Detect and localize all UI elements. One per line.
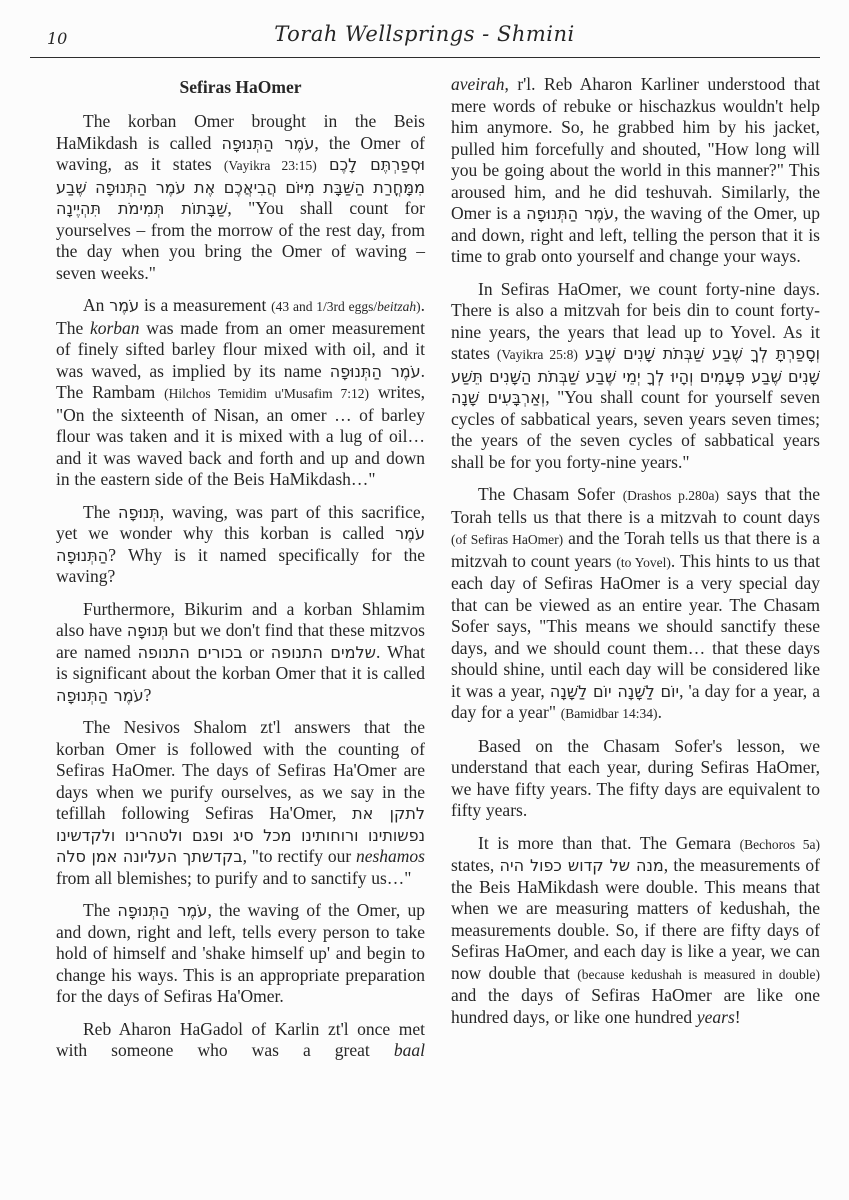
citation: ) — [416, 299, 421, 314]
paragraph — [451, 74, 820, 268]
text-run: . The — [56, 295, 425, 338]
paragraph — [56, 502, 425, 588]
hebrew-text: עֹמֶר — [109, 296, 140, 315]
hebrew-text: עֹמֶר הַתְּנוּפָה — [526, 204, 615, 223]
text-run: is a measurement — [139, 295, 272, 315]
text-run: says that the Torah tells us that there is a mitzvah to count days — [451, 484, 820, 527]
hebrew-text: לתקן את נפשותינו ורוחותינו מכל סיג ופגם ולטהרינו ולקדשינו בקדשתך העליונה אמן סלה — [56, 804, 425, 866]
hebrew-text: עֹמֶר הַתְּנוּפָה — [329, 361, 421, 381]
text-run: The Nesivos Shalom zt'l answers that the korban Omer is followed with the counting of Sefiras HaOmer. The days of Sefiras Ha'Omer are days when we purify ourselves, as we say in the tefillah following Sefiras Ha'Omer, — [56, 717, 425, 823]
right-column — [451, 74, 820, 1062]
page-number: 10 — [47, 29, 68, 48]
text-run: The Chasam Sofer — [478, 484, 623, 504]
text-run: It is more than that. The Gemara — [478, 832, 740, 853]
citation: (because kedushah is measured in double) — [577, 966, 820, 982]
header-title: Torah Wellsprings - Shmini — [274, 22, 575, 46]
text-run — [317, 154, 329, 174]
citation: (Hilchos Temidim u'Musafim 7:12) — [164, 386, 369, 401]
paragraph — [56, 599, 425, 707]
italic-term: aveirah — [451, 74, 505, 94]
citation: (43 and 1/3rd eggs/ — [271, 299, 378, 314]
page-header — [0, 22, 849, 46]
text-run: , 'a day for a year, a day for a year" — [451, 680, 820, 722]
text-run: or — [242, 641, 271, 662]
text-run: ? — [143, 684, 152, 705]
right-paragraphs — [451, 74, 820, 1028]
text-run: Based on the Chasam Sofer's lesson, we understand that each year, during Sefiras HaOmer, we have fifty years. The fifty days are equivalent to fifty years. — [451, 735, 820, 820]
text-run: from all blemishes; to purify and to sanctify us…" — [56, 867, 412, 888]
article-body — [56, 74, 820, 1062]
paragraph — [451, 736, 820, 822]
paragraph — [56, 900, 425, 1008]
text-run: Furthermore, Bikurim and a korban Shlamim also have — [56, 598, 425, 640]
hebrew-text: עֹמֶר הַתְּנוּפָה — [117, 901, 208, 920]
text-run: , "You shall count for yourself seven cycles of sabbatical years, seven years seven times; the years of the seven cycles of sabbatical years shall be for you forty-nine years." — [451, 387, 820, 472]
hebrew-text: וְסָפַרְתָּ לְךָ שֶׁבַע שַׁבְּתֹת שָׁנִים שֶׁבַע שָׁנִים שֶׁבַע פְּעָמִים וְהָיוּ לְךָ יְמֵי שֶׁבַע שַׁבְּתֹת הַשָּׁנִים תֵּשַׁע וְאַרְבָּעִים שָׁנָה — [451, 344, 821, 407]
paragraph — [56, 295, 425, 491]
text-run — [578, 343, 585, 363]
citation: (Bamidbar 14:34) — [560, 706, 658, 721]
citation: (Vayikra 23:15) — [223, 158, 317, 173]
hebrew-text: תְּנוּפָה — [126, 621, 169, 640]
hebrew-text: בכורים התנופה — [137, 642, 243, 662]
citation: (of Sefiras HaOmer) — [451, 532, 564, 547]
hebrew-text: עֹמֶר הַתְּנוּפָה — [221, 133, 315, 153]
italic-term: korban — [89, 317, 140, 338]
hebrew-text: עֹמֶר הַתְּנוּפָה — [56, 685, 144, 705]
text-run: , the waving of the Omer, up and down, right and left, tells every person to take hold of himself and 'shake himself up' and begin to change his ways. This is an appropriate preparation for the days of Sefiras Ha'Omer. — [56, 900, 425, 1006]
text-run: . This hints to us that each day of Sefiras HaOmer is a very special day that can be viewed as an entire year. The Chasam Sofer says, "This means we should sanctify these days, and we should count them… that these days should shine, until each day will be considered like it was a year, — [451, 550, 820, 701]
text-run: , the measurements of the Beis HaMikdash were double. This means that when we are measuring matters of kedushah, the measurements double. So, if there are fifty days of Sefiras HaOmer, and each day is like a year, we can now double that — [451, 855, 820, 983]
text-run: ? Why is it named specifically for the waving? — [56, 544, 425, 586]
left-column — [56, 74, 425, 1062]
text-run: The — [83, 501, 119, 522]
text-run: The korban Omer brought in the Beis HaMikdash is called — [56, 111, 425, 153]
text-run: Reb Aharon HaGadol of Karlin zt'l once met with someone who was a great — [56, 1018, 425, 1060]
text-run: writes, "On the sixteenth of Nisan, an omer … of barley flour was taken and it is mixed with a lug of oil… and it was waved back and forth and up and down in the eastern side of the Beis HaMikdash…" — [56, 382, 425, 489]
text-run: , the waving of the Omer, up and down, right and left, telling the person that it is time to grab onto yourself and change your ways. — [451, 203, 820, 266]
hebrew-text: יוֹם לַשָּׁנָה יוֹם לַשָּׁנָה — [549, 681, 680, 701]
text-run: and the days of Sefiras HaOmer are like one hundred days, or like one hundred — [451, 985, 820, 1027]
text-run: and the Torah tells us that there is a mitzvah to count years — [451, 528, 820, 571]
text-run: was made from an omer measurement of finely sifted barley flour mixed with oil, and it was waved, as implied by its name — [56, 317, 425, 381]
text-run: but we don't find that these mitzvos are named — [56, 620, 425, 662]
text-run: The — [83, 900, 118, 920]
citation: (Drashos p.280a) — [622, 488, 720, 503]
text-run: In Sefiras HaOmer, we count forty-nine days. There is also a mitzvah for beis din to count forty-nine years, the years that lead up to Yovel. As it states — [451, 278, 820, 363]
text-run: . — [657, 702, 662, 722]
paragraph — [56, 111, 425, 284]
paragraph — [451, 484, 820, 725]
citation: (to Yovel) — [616, 554, 671, 570]
citation-italic: beitzah — [377, 299, 417, 314]
paragraph — [451, 833, 820, 1029]
section-heading: Sefiras HaOmer — [179, 77, 302, 97]
text-run: , "to rectify our — [242, 846, 356, 866]
paragraph — [56, 717, 425, 889]
hebrew-text: מנה של קדוש כפול היה — [499, 856, 664, 875]
italic-term: baal — [393, 1040, 425, 1060]
hebrew-text: עֹמֶר הַתְּנוּפָה — [56, 524, 425, 565]
text-run: , r'l. Reb Aharon Karliner understood that mere words of rebuke or hischazkus wouldn't help him anymore. So, he grabbed him by his jacket, pulled him forcefully and shouted, "How long will you be going about the world in this manner?" This aroused him, and he did teshuvah. Similarly, the Omer is a — [451, 74, 820, 223]
left-paragraphs — [56, 111, 425, 1062]
text-run: , the Omer of waving, as it states — [56, 132, 425, 174]
text-run: ! — [734, 1006, 741, 1027]
paragraph — [451, 279, 820, 474]
text-run: . The Rambam — [56, 360, 425, 402]
text-run: An — [83, 295, 110, 315]
paragraph — [56, 1019, 425, 1062]
citation: (Vayikra 25:8) — [496, 347, 578, 362]
text-run: states, — [451, 855, 500, 875]
text-run: , "You shall count for yourselves – from the morrow of the rest day, from the day when you bring the Omer of waving – seven weeks." — [56, 198, 425, 283]
text-run: , waving, was part of this sacrifice, yet we wonder why this korban is called — [56, 501, 425, 543]
italic-term: neshamos — [355, 846, 425, 866]
hebrew-text: שלמים התנופה — [270, 642, 376, 662]
header-rule — [30, 57, 820, 58]
hebrew-text: תְּנוּפָה — [118, 502, 160, 522]
citation: (Bechoros 5a) — [739, 836, 820, 852]
hebrew-text: וּסְפַרְתֶּם לָכֶם מִמָּחֳרַת הַשַּׁבָּת מִיּוֹם הֲבִיאֲכֶם אֶת עֹמֶר הַתְּנוּפָה שֶׁבַע שַׁבָּתוֹת תְּמִימֹת תִּהְיֶינָה — [56, 155, 425, 218]
italic-term: years — [696, 1006, 735, 1027]
text-run: . What is significant about the korban Omer that it is called — [56, 641, 425, 683]
